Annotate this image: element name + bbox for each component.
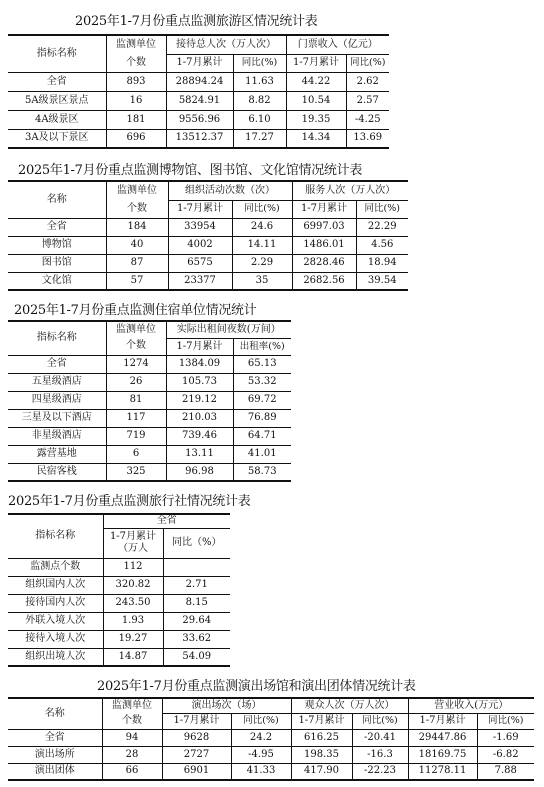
table-cell: 739.46	[166, 427, 233, 445]
tourism-title: 2025年1-7月份重点监测旅游区情况统计表	[75, 14, 318, 29]
table-cell: 文化馆	[41, 274, 72, 286]
table-cell: 198.35	[291, 746, 352, 763]
table-cell: 320.82	[103, 576, 163, 594]
performance-header-units: 监测单位	[102, 698, 162, 713]
table-cell: 2.62	[346, 72, 389, 91]
culture-header-name: 名称	[8, 181, 106, 218]
table-cell: 14.11	[232, 236, 292, 254]
table-cell: 33954	[168, 218, 232, 236]
table-cell: 9628	[162, 729, 231, 746]
table-cell: 26	[106, 373, 166, 391]
table-cell: 五星级酒店	[31, 376, 82, 387]
culture-table	[8, 180, 408, 291]
lodging-header-nights: 实际出租间夜数(万间）	[166, 321, 291, 338]
table-cell: 696	[106, 129, 166, 148]
table-cell: 四星级酒店	[31, 394, 82, 405]
table-cell: 35	[232, 272, 292, 290]
tourism-header-name: 指标名称	[8, 35, 106, 72]
table-cell: 2828.46	[292, 254, 356, 272]
table-cell: 24.2	[231, 729, 291, 746]
table-row	[8, 129, 389, 148]
table-cell: 39.54	[356, 272, 408, 290]
table-cell: 58.73	[233, 463, 291, 481]
table-cell: 2.29	[232, 254, 292, 272]
table-cell: 243.50	[103, 594, 163, 612]
table-row	[8, 558, 230, 576]
table-cell: -6.82	[477, 746, 534, 763]
table-cell: 11278.11	[408, 763, 477, 780]
tourism-header-cum: 1-7月累计	[166, 54, 233, 72]
table-row	[8, 612, 230, 630]
performance-header-cum-3: 1-7月累计	[408, 713, 477, 729]
table-cell: 13.69	[346, 129, 389, 148]
table-cell: 94	[102, 729, 162, 746]
table-cell: 13.11	[166, 445, 233, 463]
table-cell: 219.12	[166, 391, 233, 409]
table-cell: 616.25	[291, 729, 352, 746]
table-cell: 41.01	[233, 445, 291, 463]
table-cell: -1.69	[477, 729, 534, 746]
table-cell: 2.57	[346, 91, 389, 110]
performance-header-shows: 演出场次（场）	[162, 698, 291, 713]
table-row	[8, 373, 291, 391]
table-row	[8, 72, 389, 91]
table-cell: 417.90	[291, 763, 352, 780]
table-cell: 81	[106, 391, 166, 409]
culture-header-units-2: 个数	[106, 200, 168, 218]
table-cell: 1.93	[103, 612, 163, 630]
table-cell: 117	[106, 409, 166, 427]
table-cell: 三星及以下酒店	[21, 412, 92, 423]
table-cell: 1274	[106, 355, 166, 373]
table-cell: 9556.96	[166, 110, 233, 129]
table-cell: -4.25	[346, 110, 389, 129]
table-cell: 7.88	[477, 763, 534, 780]
table-cell: 10.54	[286, 91, 346, 110]
table-cell: 1486.01	[292, 236, 356, 254]
table-cell: 24.6	[232, 218, 292, 236]
table-cell: 87	[106, 254, 168, 272]
tourism-header-tickets: 门票收入（亿元）	[286, 35, 389, 54]
table-cell: 69.72	[233, 391, 291, 409]
table-row	[8, 576, 230, 594]
table-cell: 17.27	[233, 129, 286, 148]
culture-header-activities: 组织活动次数（次）	[168, 181, 292, 200]
table-cell: 112	[103, 558, 163, 576]
performance-table	[8, 697, 534, 781]
table-row	[8, 746, 534, 763]
table-cell: 3A及以下景区	[24, 132, 89, 144]
performance-header-audience: 观众人次（万人次）	[291, 698, 408, 713]
table-cell: 2727	[162, 746, 231, 763]
culture-header-yoy: 同比(%)	[232, 200, 292, 218]
performance-header-yoy-3: 同比(%)	[477, 713, 534, 729]
culture-header-yoy-2: 同比(%)	[356, 200, 408, 218]
table-row	[8, 272, 408, 290]
table-row	[8, 218, 408, 236]
performance-header-units-2: 个数	[102, 713, 162, 729]
table-cell: 28	[102, 746, 162, 763]
table-cell: 13512.37	[166, 129, 233, 148]
table-cell: 演出团体	[34, 765, 75, 777]
table-cell: 演出场所	[34, 748, 75, 760]
performance-header-revenue: 营业收入(万元）	[408, 698, 534, 713]
table-cell: 40	[106, 236, 168, 254]
culture-title: 2025年1-7月份重点监测博物馆、图书馆、文化馆情况统计表	[18, 163, 363, 178]
table-cell: 18169.75	[408, 746, 477, 763]
table-cell: 组织出境人次	[25, 650, 86, 662]
table-cell: 5A级景区景点	[24, 94, 89, 106]
table-cell: 105.73	[166, 373, 233, 391]
performance-header-name: 名称	[8, 698, 102, 729]
table-cell: -16.3	[352, 746, 408, 763]
table-cell: 11.63	[233, 72, 286, 91]
table-cell: 14.34	[286, 129, 346, 148]
tourism-header-visitors: 接待总人次（万人次）	[166, 35, 286, 54]
table-cell: 博物馆	[41, 239, 72, 250]
culture-header-cum: 1-7月累计	[168, 200, 232, 218]
tourism-table	[8, 34, 389, 149]
table-cell: 监测点个数	[30, 561, 81, 572]
travel-header-cum	[103, 528, 163, 558]
tourism-header-yoy-2: 同比(%)	[346, 54, 389, 72]
performance-header-cum-2: 1-7月累计	[291, 713, 352, 729]
table-cell: 全省	[46, 358, 67, 369]
table-cell: 民宿客栈	[36, 465, 77, 477]
table-cell: 66	[102, 763, 162, 780]
table-row	[8, 391, 291, 409]
table-cell: 19.27	[103, 630, 163, 648]
table-cell: 全省	[46, 221, 67, 232]
table-cell: 4A级景区	[34, 113, 79, 125]
table-cell: 181	[106, 110, 166, 129]
table-row	[8, 729, 534, 746]
table-cell: 图书馆	[41, 257, 72, 268]
performance-title: 2025年1-7月份重点监测演出场馆和演出团体情况统计表	[97, 679, 416, 694]
table-row	[8, 463, 291, 481]
table-cell: 8.82	[233, 91, 286, 110]
table-cell: 28894.24	[166, 72, 233, 91]
table-row	[8, 409, 291, 427]
table-cell: 44.22	[286, 72, 346, 91]
culture-header-units: 监测单位	[106, 181, 168, 200]
culture-header-service: 服务人次（万人次）	[292, 181, 408, 200]
lodging-table	[8, 320, 291, 482]
table-cell: 全省	[44, 731, 65, 743]
table-row	[8, 254, 408, 272]
table-cell: 29.64	[163, 612, 230, 630]
table-row	[8, 594, 230, 612]
table-row	[8, 236, 408, 254]
table-cell	[163, 558, 230, 576]
table-row	[8, 355, 291, 373]
table-cell: 41.33	[231, 763, 291, 780]
lodging-header-units: 监测单位	[106, 321, 166, 338]
table-cell: 29447.86	[408, 729, 477, 746]
lodging-header-rate: 出租率(%)	[233, 338, 291, 355]
table-cell: -22.23	[352, 763, 408, 780]
table-row	[8, 763, 534, 780]
table-cell: 57	[106, 272, 168, 290]
table-cell: 33.62	[163, 630, 230, 648]
lodging-header-cum: 1-7月累计	[166, 338, 233, 355]
travel-header-cum-line2: （万人	[118, 543, 148, 554]
table-cell: 184	[106, 218, 168, 236]
table-cell: 210.03	[166, 409, 233, 427]
table-cell: 6575	[168, 254, 232, 272]
table-cell: 16	[106, 91, 166, 110]
table-cell: 5824.91	[166, 91, 233, 110]
table-cell: 893	[106, 72, 166, 91]
tourism-header-cum-2: 1-7月累计	[286, 54, 346, 72]
table-cell: 65.13	[233, 355, 291, 373]
travel-header-province: 全省	[103, 514, 230, 528]
table-cell: 组织国内人次	[25, 579, 86, 590]
table-row	[8, 630, 230, 648]
table-cell: 非星级酒店	[31, 430, 82, 441]
table-cell: 接待入境人次	[25, 633, 86, 644]
performance-header-cum: 1-7月累计	[162, 713, 231, 729]
table-cell: 4002	[168, 236, 232, 254]
table-cell: 2.71	[163, 576, 230, 594]
table-row	[8, 445, 291, 463]
table-row	[8, 648, 230, 666]
table-cell: 719	[106, 427, 166, 445]
table-cell: 6.10	[233, 110, 286, 129]
table-cell: 露营基地	[36, 448, 77, 459]
table-cell: 22.29	[356, 218, 408, 236]
culture-header-cum-2: 1-7月累计	[292, 200, 356, 218]
table-cell: 接待国内人次	[25, 597, 86, 608]
table-cell: 1384.09	[166, 355, 233, 373]
table-cell: 6901	[162, 763, 231, 780]
table-cell: 54.09	[163, 648, 230, 666]
table-cell: 6997.03	[292, 218, 356, 236]
table-cell: -4.95	[231, 746, 291, 763]
tourism-header-units: 监测单位	[106, 35, 166, 54]
table-cell: 8.15	[163, 594, 230, 612]
table-cell: 全省	[46, 75, 67, 87]
table-cell: 23377	[168, 272, 232, 290]
table-cell: 325	[106, 463, 166, 481]
table-cell: -20.41	[352, 729, 408, 746]
travel-header-yoy: 同比（%）	[163, 528, 230, 558]
table-cell: 96.98	[166, 463, 233, 481]
table-cell: 14.87	[103, 648, 163, 666]
table-cell: 4.56	[356, 236, 408, 254]
table-row	[8, 110, 389, 129]
table-cell: 6	[106, 445, 166, 463]
travel-title: 2025年1-7月份重点监测旅行社情况统计表	[8, 494, 251, 509]
table-cell: 64.71	[233, 427, 291, 445]
performance-header-yoy-2: 同比(%)	[352, 713, 408, 729]
performance-header-yoy: 同比(%)	[231, 713, 291, 729]
table-cell: 外联入境人次	[25, 615, 86, 626]
table-row	[8, 91, 389, 110]
table-cell: 18.94	[356, 254, 408, 272]
table-cell: 76.89	[233, 409, 291, 427]
table-row	[8, 427, 291, 445]
travel-table	[8, 513, 230, 667]
lodging-title: 2025年1-7月份重点监测住宿单位情况统计	[14, 303, 257, 318]
tourism-header-yoy: 同比(%)	[233, 54, 286, 72]
table-cell: 53.32	[233, 373, 291, 391]
lodging-header-name: 指标名称	[8, 321, 106, 355]
travel-header-name: 指标名称	[8, 514, 103, 558]
table-cell: 19.35	[286, 110, 346, 129]
table-cell: 2682.56	[292, 272, 356, 290]
tourism-header-units-2: 个数	[106, 54, 166, 72]
travel-header-cum-line1: 1-7月累计	[109, 531, 157, 542]
lodging-header-units-2: 个数	[106, 338, 166, 355]
